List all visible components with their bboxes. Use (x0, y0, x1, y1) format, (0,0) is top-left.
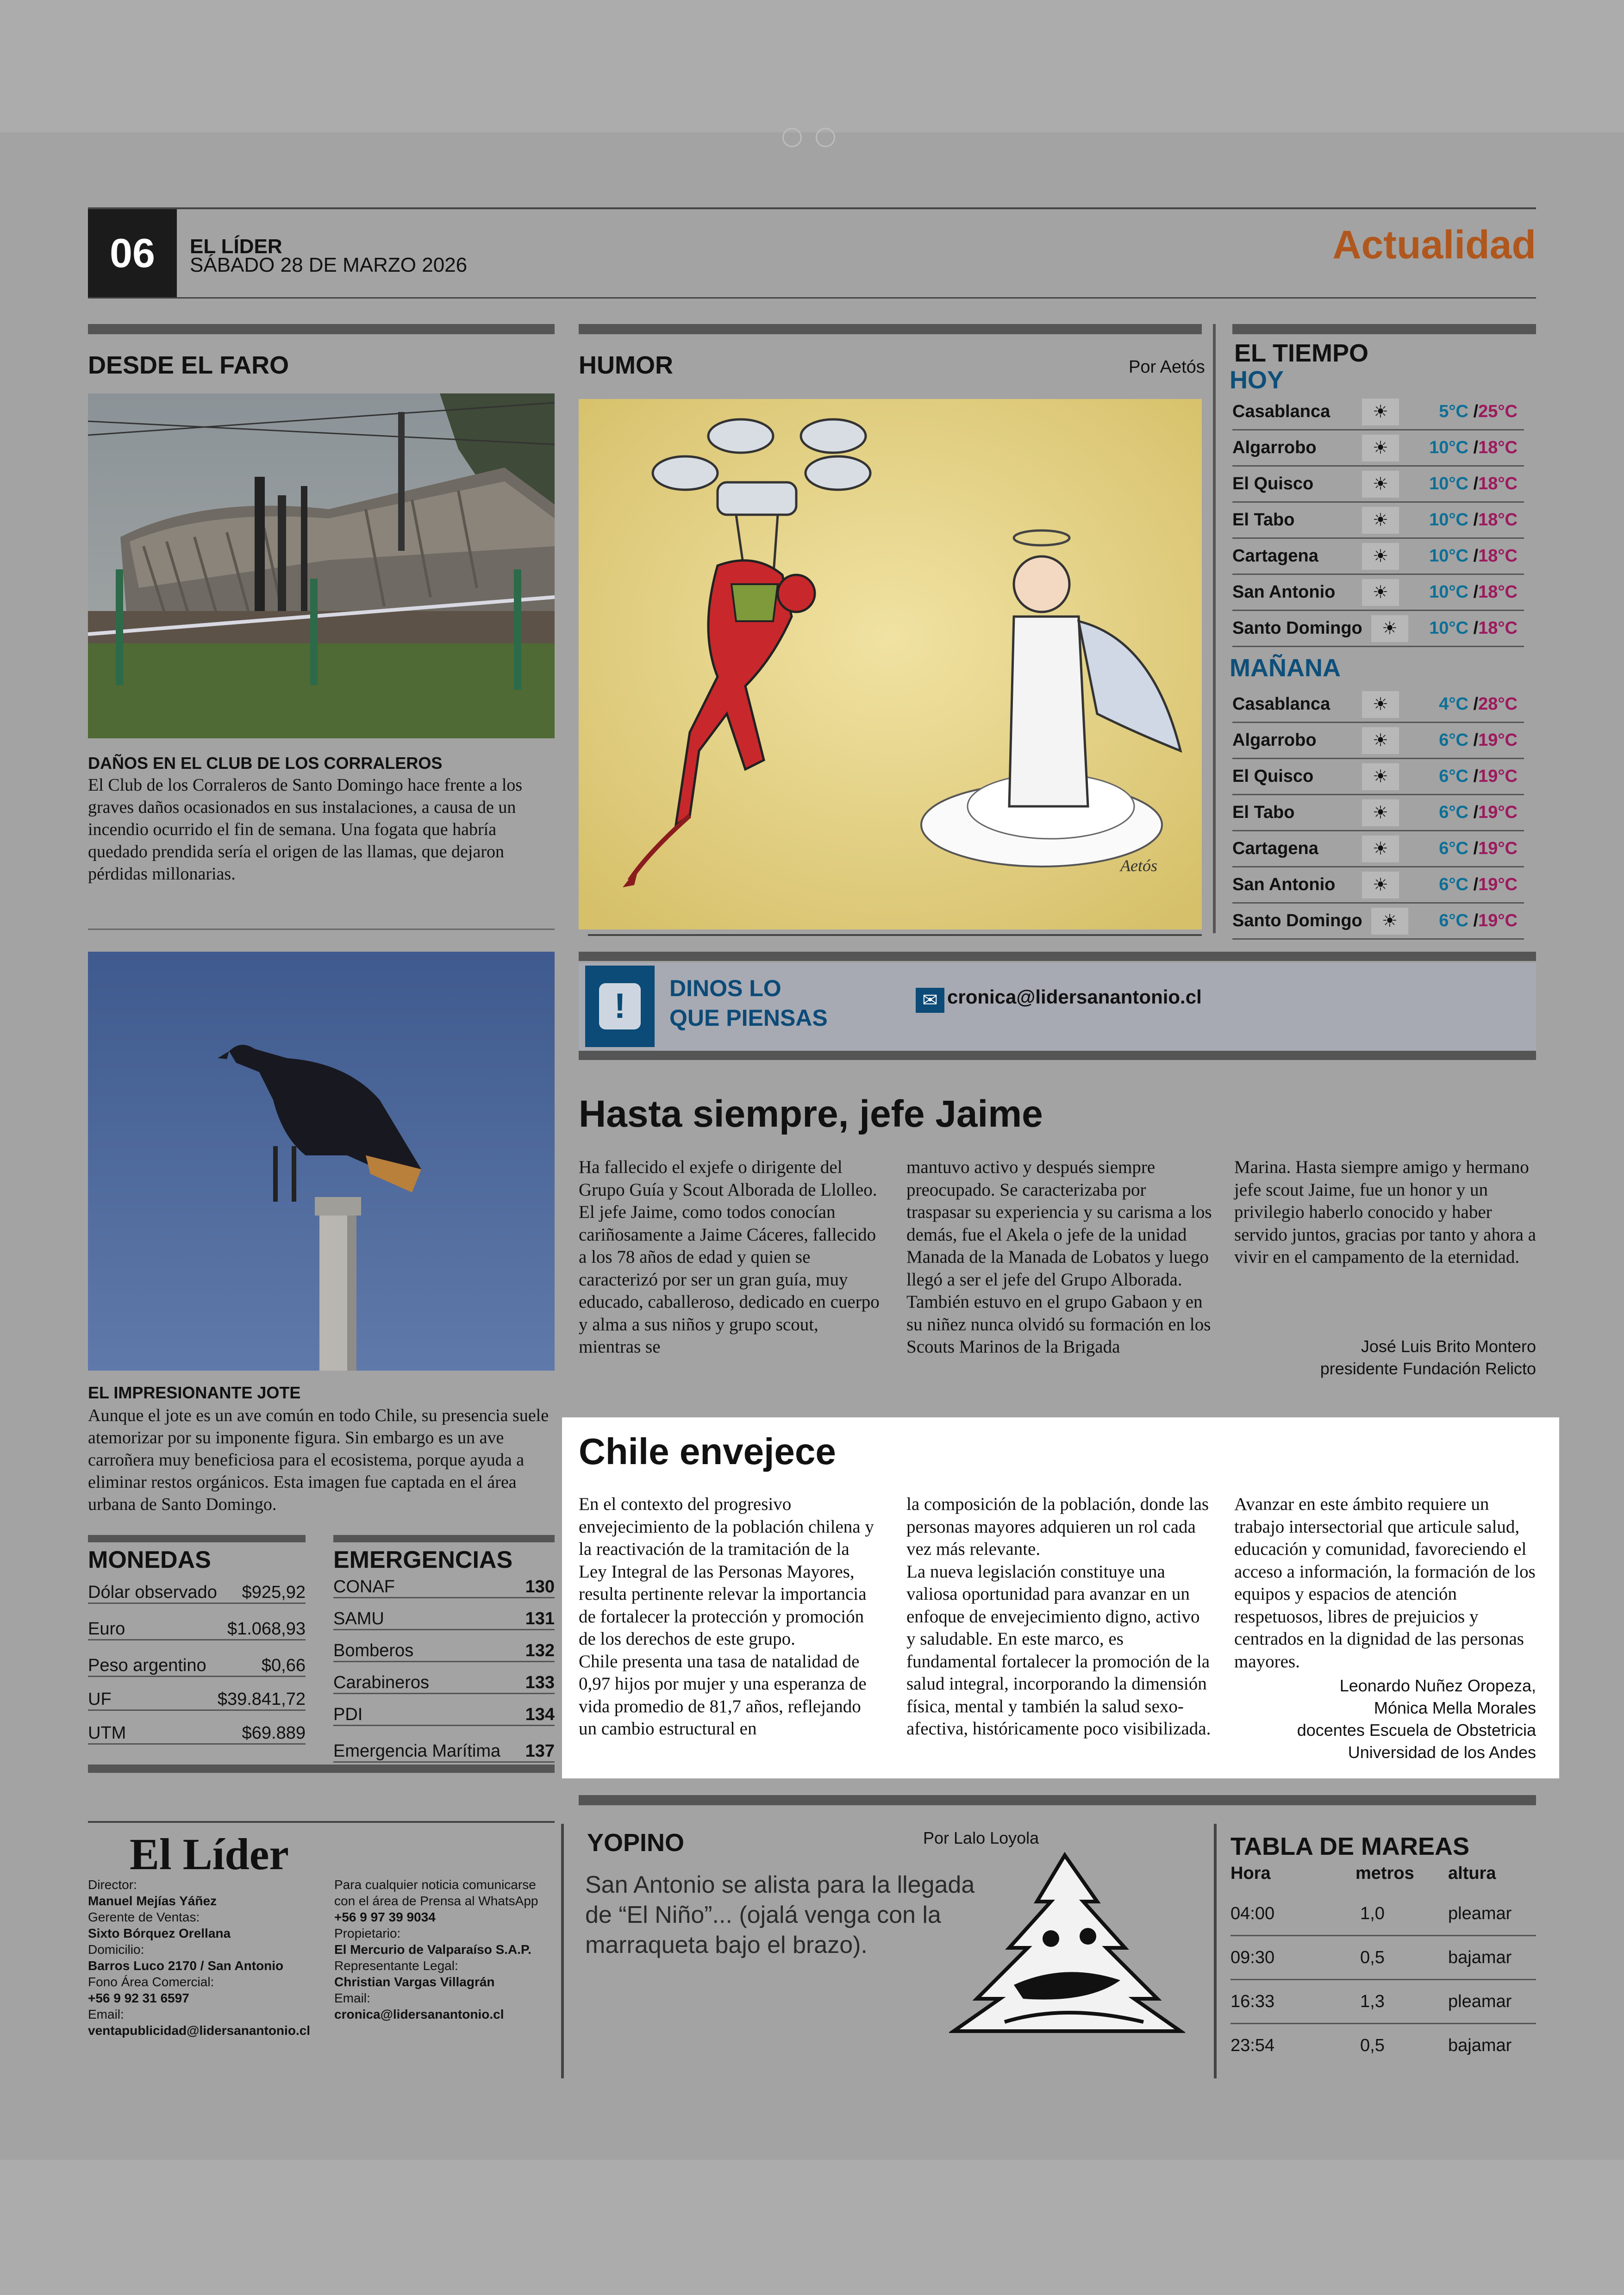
weather-row: Algarrobo ☀ 10°C /18°C (1232, 430, 1524, 467)
currency-value: $1.068,93 (227, 1619, 306, 1639)
sunny-icon: ☀ (1362, 727, 1399, 754)
weather-divider (1213, 324, 1216, 933)
top-margin-band (0, 0, 1624, 132)
emergency-row (333, 1598, 555, 1630)
tide-row (1230, 1980, 1536, 2024)
staff-label: Gerente de Ventas: (88, 1910, 200, 1924)
jote-title: EL IMPRESIONANTE JOTE (88, 1383, 301, 1402)
mareas-col-header: metros (1355, 1864, 1414, 1883)
temp-max: 18°C (1478, 618, 1518, 638)
letter1-title: Hasta siempre, jefe Jaime (579, 1093, 1043, 1135)
emergency-row (333, 1574, 555, 1598)
temp-min: 6°C (1439, 730, 1468, 750)
sunny-icon: ☀ (1362, 836, 1399, 862)
staff-label: Representante Legal: (334, 1958, 458, 1973)
currency-row (88, 1604, 306, 1640)
weather-tomorrow-table (1232, 687, 1524, 940)
weather-city: San Antonio (1232, 875, 1336, 894)
weather-row: El Quisco ☀ 10°C /18°C (1232, 467, 1524, 503)
tide-meters: 0,5 (1360, 2035, 1385, 2055)
tide-time: 23:54 (1230, 2035, 1275, 2055)
tide-time: 09:30 (1230, 1947, 1275, 1967)
staff-label: Propietario: (334, 1926, 401, 1940)
yopino-author: Por Lalo Loyola (923, 1828, 1039, 1847)
weather-city: Santo Domingo (1232, 911, 1362, 930)
emergency-label: Emergencia Marítima (333, 1741, 501, 1761)
jote-caption: Aunque el jote es un ave común en todo Chile, su presencia suele atemorizar por su imponente figura. Sin embargo es un ave carroñera muy beneficiosa para el ecosistema, porque ayuda a eliminar restos orgánicos. Esta imagen fue captada en el área urbana de Santo Domingo. (88, 1406, 549, 1514)
temp-min: 10°C (1429, 546, 1468, 566)
partly-cloudy-icon: ☀ (1362, 507, 1399, 534)
issue-date: SÁBADO 28 DE MARZO 2026 (190, 254, 468, 276)
emergencias-top-bar (333, 1535, 555, 1542)
mareas-header-row (1230, 1864, 1536, 1883)
faro-top-bar (88, 324, 555, 334)
temp-min: 10°C (1429, 582, 1468, 602)
temp-max: 28°C (1478, 694, 1518, 714)
emergency-row (333, 1726, 555, 1763)
humor-heading: HUMOR (579, 351, 673, 379)
emergency-row (333, 1694, 555, 1726)
yopino-tree-cartoon (949, 1851, 1185, 2040)
staff-value: El Mercurio de Valparaíso S.A.P. (334, 1942, 531, 1957)
weather-row: San Antonio ☀ 10°C /18°C (1232, 575, 1524, 611)
letter2-sig-line: Universidad de los Andes (1348, 1743, 1536, 1762)
dinos-label-1: DINOS LO (669, 975, 781, 1001)
weather-row: Santo Domingo ☀ 10°C /18°C (1232, 611, 1524, 647)
temp-min: 6°C (1439, 803, 1468, 822)
staff-top-rule (88, 1821, 555, 1823)
page-indicator[interactable] (782, 128, 843, 146)
tide-type: pleamar (1448, 1903, 1512, 1923)
weather-row: Cartagena ☀ 6°C /19°C (1232, 831, 1524, 867)
temp-max: 18°C (1478, 510, 1518, 530)
partly-cloudy-icon: ☀ (1362, 435, 1399, 461)
mareas-table (1230, 1892, 1536, 2067)
temp-min: 6°C (1439, 875, 1468, 894)
letter1-col2: mantuvo activo y después siempre preocupado. Se caracterizaba por traspasar su experiencia y su carisma a los demás, fue el Akela o jefe de la unidad Manada de la Manada de Lobatos y luego llegó a ser el jefe del Grupo Alborada. También estuvo en el grupo Gabaon y en su niñez nunca olvidó su formación en los Scouts Marinos de la Brigada (906, 1157, 1212, 1357)
letter2-sig-line: docentes Escuela de Obstetricia (1297, 1721, 1536, 1740)
page-dot[interactable] (782, 128, 802, 147)
weather-city: El Quisco (1232, 474, 1314, 493)
weather-row: Santo Domingo ☀ 6°C /19°C (1232, 904, 1524, 940)
weather-row: Casablanca ☀ 5°C /25°C (1232, 394, 1524, 430)
weather-heading: EL TIEMPO (1234, 339, 1369, 367)
currency-row (88, 1711, 306, 1745)
comment-icon: ! (585, 966, 655, 1047)
tide-time: 04:00 (1230, 1903, 1275, 1923)
staff-value: Sixto Bórquez Orellana (88, 1926, 231, 1940)
emergency-row (333, 1662, 555, 1694)
temp-min: 10°C (1429, 474, 1468, 493)
currency-row (88, 1677, 306, 1711)
tide-meters: 0,5 (1360, 1947, 1385, 1967)
tide-type: pleamar (1448, 1991, 1512, 2011)
weather-row: Algarrobo ☀ 6°C /19°C (1232, 723, 1524, 759)
humor-author: Por Aetós (1129, 357, 1205, 377)
page-number: 06 (88, 209, 177, 297)
staff-label: Domicilio: (88, 1942, 144, 1957)
tide-time: 16:33 (1230, 1991, 1275, 2011)
weather-city: Santo Domingo (1232, 618, 1362, 638)
staff-value: Barros Luco 2170 / San Antonio (88, 1958, 284, 1973)
emergency-number: 133 (525, 1673, 555, 1692)
temp-max: 19°C (1478, 839, 1518, 858)
staff-label: con el área de Prensa al WhatsApp (334, 1894, 538, 1908)
weather-row: Casablanca ☀ 4°C /28°C (1232, 687, 1524, 723)
monedas-table (88, 1574, 306, 1745)
weather-city: San Antonio (1232, 582, 1336, 602)
tide-row (1230, 1892, 1536, 1936)
dinos-label-2: QUE PIENSAS (669, 1005, 828, 1031)
weather-row: San Antonio ☀ 6°C /19°C (1232, 867, 1524, 904)
weather-today-label: HOY (1230, 366, 1284, 394)
temp-min: 6°C (1439, 839, 1468, 858)
emergency-number: 132 (525, 1641, 555, 1660)
letter2-col1: En el contexto del progresivo envejecimiento de la población chilena y la reactivación de la tramitación de la Ley Integral de las Personas Mayores, resulta pertinente relevar la importancia de fortalecer la protección y promoción de los derechos de este grupo. Chile presenta una tasa de natalidad de 0,97 hijos por mujer y una esperanza de vida promedio de 81,7 años, reflejando un cambio estructural en (579, 1494, 874, 1739)
letter2-col2: la composición de la población, donde las personas mayores adquieren un rol cada vez más relevante. La nueva legislación constituye una valiosa oportunidad para avanzar en un enfoque de envejecimiento digno, activo y saludable. En este marco, es fundamental fortalecer la promoción de la salud integral, incorporando la dimensión física, mental y también la salud sexo-afectiva, históricamente poco visibilizada. (906, 1494, 1211, 1739)
partly-cloudy-icon: ☀ (1362, 543, 1399, 570)
emergency-number: 134 (525, 1705, 555, 1724)
emergency-number: 131 (525, 1609, 555, 1628)
letter2-sig-line: Leonardo Nuñez Oropeza, (1339, 1676, 1536, 1695)
temp-max: 19°C (1478, 875, 1518, 894)
sunny-icon: ☀ (1371, 908, 1408, 935)
currency-value: $0,66 (261, 1656, 306, 1675)
partly-cloudy-icon: ☀ (1362, 399, 1399, 425)
emergency-number: 130 (525, 1577, 555, 1597)
staff-email-link[interactable]: cronica@lidersanantonio.cl (334, 2007, 504, 2021)
tide-type: bajamar (1448, 1947, 1512, 1967)
temp-max: 19°C (1478, 730, 1518, 750)
yopino-heading: YOPINO (587, 1829, 685, 1857)
weather-top-bar (1232, 324, 1536, 334)
temp-min: 5°C (1439, 402, 1468, 421)
faro-divider (88, 929, 555, 930)
dinos-top-bar (579, 952, 1536, 961)
tide-meters: 1,3 (1360, 1991, 1385, 2011)
weather-city: Casablanca (1232, 694, 1330, 714)
temp-max: 18°C (1478, 438, 1518, 457)
cartoon-signature: Aetós (1120, 856, 1157, 875)
temp-max: 19°C (1478, 803, 1518, 822)
temp-max: 25°C (1478, 402, 1518, 421)
sunny-icon: ☀ (1362, 799, 1399, 826)
temp-min: 4°C (1439, 694, 1468, 714)
currency-value: $69.889 (242, 1723, 306, 1743)
currency-value: $925,92 (242, 1583, 306, 1602)
section-title: Actualidad (1332, 223, 1536, 267)
staff-label: Email: (88, 2007, 124, 2021)
currency-value: $39.841,72 (217, 1690, 306, 1709)
header-rule (88, 207, 1536, 209)
weather-city: El Tabo (1232, 510, 1295, 530)
monedas-top-bar (88, 1535, 306, 1542)
emergency-label: SAMU (333, 1609, 384, 1628)
weather-row: El Tabo ☀ 10°C /18°C (1232, 503, 1524, 539)
emergencias-table (333, 1574, 555, 1763)
temp-min: 10°C (1429, 438, 1468, 457)
currency-label: Euro (88, 1619, 125, 1639)
staff-label: Email: (334, 1991, 370, 2005)
staff-value: Christian Vargas Villagrán (334, 1975, 495, 1989)
letter1-signature-name: José Luis Brito Montero (1361, 1337, 1536, 1356)
newspaper-name: EL LÍDER (190, 235, 282, 258)
weather-city: El Quisco (1232, 767, 1314, 786)
weather-row: El Tabo ☀ 6°C /19°C (1232, 795, 1524, 831)
faro-heading: DESDE EL FARO (88, 351, 289, 379)
humor-cartoon (579, 399, 1202, 929)
weather-city: Cartagena (1232, 546, 1318, 566)
monedas-heading: MONEDAS (88, 1547, 211, 1573)
currency-label: UF (88, 1690, 112, 1709)
corraleros-caption: El Club de los Corraleros de Santo Domingo hace frente a los graves daños ocasionados en sus instalaciones, a causa de un incendio ocurrido el fin de semana. Una fogata que habría quedado prendida sería el origen de las llamas, que dejaron pérdidas millonarias. (88, 775, 523, 884)
temp-min: 10°C (1429, 618, 1468, 638)
letter1-col1: Ha fallecido el exjefe o dirigente del Grupo Guía y Scout Alborada de Llolleo. El jefe Jaime, como todos conocían cariñosamente a Jaime Cáceres, fallecido a los 78 años de edad y quien se caracterizó por ser un gran guía, muy educado, caballeroso, dedicado en cuerpo y alma a sus niños y grupo scout, mientras se (579, 1157, 880, 1357)
footer-divider-1 (561, 1824, 564, 2078)
partly-cloudy-icon: ☀ (1371, 615, 1408, 642)
mareas-heading: TABLA DE MAREAS (1230, 1833, 1469, 1860)
staff-label: Para cualquier noticia comunicarse (334, 1877, 536, 1892)
temp-max: 18°C (1478, 582, 1518, 602)
emergency-number: 137 (525, 1741, 555, 1761)
emergency-label: Carabineros (333, 1673, 429, 1692)
temp-min: 10°C (1429, 510, 1468, 530)
weather-city: Casablanca (1232, 402, 1330, 421)
currency-row (88, 1574, 306, 1604)
header-rule-bottom (88, 297, 1536, 299)
staff-col2 (334, 1877, 555, 2022)
weather-row: El Quisco ☀ 6°C /19°C (1232, 759, 1524, 795)
footer-top-bar (579, 1795, 1536, 1805)
weather-city: El Tabo (1232, 803, 1295, 822)
emergency-label: PDI (333, 1705, 363, 1724)
jote-photo (88, 952, 555, 1371)
staff-value: Manuel Mejías Yáñez (88, 1894, 217, 1908)
humor-top-bar (579, 324, 1202, 334)
emergency-row (333, 1630, 555, 1662)
corraleros-photo (88, 393, 555, 738)
staff-value: +56 9 97 39 9034 (334, 1910, 436, 1924)
weather-tomorrow-label: MAÑANA (1230, 654, 1341, 682)
page-dot[interactable] (816, 128, 835, 147)
staff-label: Fono Área Comercial: (88, 1975, 214, 1989)
letter1-signature-role: presidente Fundación Relicto (1320, 1359, 1536, 1378)
letter2-title: Chile envejece (579, 1431, 836, 1472)
footer-divider-2 (1214, 1824, 1217, 2078)
tide-row (1230, 2024, 1536, 2067)
tide-type: bajamar (1448, 2035, 1512, 2055)
sunny-icon: ☀ (1362, 691, 1399, 718)
emergency-label: Bomberos (333, 1641, 414, 1660)
corraleros-title: DAÑOS EN EL CLUB DE LOS CORRALEROS (88, 754, 443, 773)
letter2-signature (1212, 1675, 1536, 1764)
tide-row (1230, 1936, 1536, 1980)
temp-max: 18°C (1478, 546, 1518, 566)
temp-min: 6°C (1439, 911, 1468, 930)
partly-cloudy-icon: ☀ (1362, 579, 1399, 606)
currency-label: UTM (88, 1723, 126, 1743)
staff-email-link[interactable]: ventapublicidad@lidersanantonio.cl (88, 2023, 311, 2038)
sunny-icon: ☀ (1362, 872, 1399, 898)
bottom-margin-band (0, 2160, 1624, 2295)
staff-col1 (88, 1877, 319, 2039)
weather-city: Cartagena (1232, 839, 1318, 858)
temp-max: 18°C (1478, 474, 1518, 493)
humor-bottom-rule (588, 934, 1202, 936)
currency-label: Dólar observado (88, 1583, 217, 1602)
el-lider-logo: El Líder (130, 1829, 289, 1879)
letter2-sig-line: Mónica Mella Morales (1374, 1698, 1536, 1717)
tide-meters: 1,0 (1360, 1903, 1385, 1923)
dinos-bottom-bar (579, 1051, 1536, 1060)
mareas-col-header: Hora (1230, 1864, 1271, 1883)
temp-min: 6°C (1439, 767, 1468, 786)
mail-icon: ✉ (916, 988, 944, 1013)
monedas-bottom-bar (88, 1765, 555, 1773)
staff-label: Director: (88, 1877, 137, 1892)
partly-cloudy-icon: ☀ (1362, 471, 1399, 498)
emergency-label: CONAF (333, 1577, 395, 1597)
weather-row: Cartagena ☀ 10°C /18°C (1232, 539, 1524, 575)
emergencias-heading: EMERGENCIAS (333, 1547, 513, 1573)
sunny-icon: ☀ (1362, 763, 1399, 790)
letter2-col3: Avanzar en este ámbito requiere un trabajo intersectorial que articule salud, educación y comunidad, favoreciendo el acceso a información, la formación de los equipos y espacios de atención respetuosos, libres de prejuicios y centrados en la dignidad de las personas mayores. (1234, 1494, 1536, 1671)
weather-today-table (1232, 394, 1524, 647)
currency-row (88, 1640, 306, 1677)
currency-label: Peso argentino (88, 1656, 206, 1675)
letter1-col3: Marina. Hasta siempre amigo y hermano jefe scout Jaime, fue un honor y un privilegio haberlo conocido y haber servido juntos, gracias por tanto y ahora a vivir en el campamento de la eternidad. (1234, 1157, 1536, 1267)
weather-city: Algarrobo (1232, 438, 1317, 457)
mareas-col-header: altura (1448, 1864, 1496, 1883)
staff-value: +56 9 92 31 6597 (88, 1991, 189, 2005)
yopino-text: San Antonio se alista para la llegada de “El Niño”... (ojalá venga con la marraqueta bajo el brazo). (585, 1871, 975, 1958)
temp-max: 19°C (1478, 911, 1518, 930)
temp-max: 19°C (1478, 767, 1518, 786)
weather-city: Algarrobo (1232, 730, 1317, 750)
dinos-email-link[interactable]: cronica@lidersanantonio.cl (947, 986, 1202, 1008)
